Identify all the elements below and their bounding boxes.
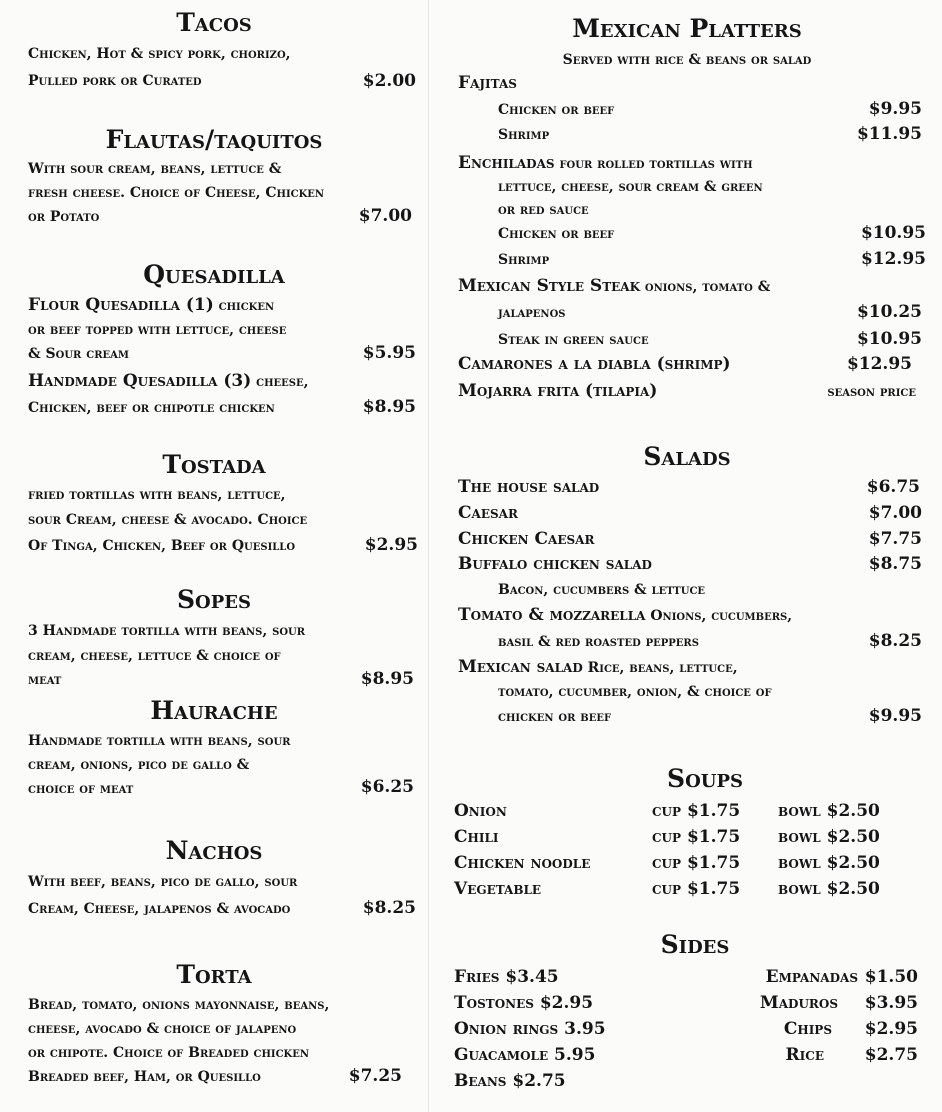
side-onion-rings: Onion rings 3.95 bbox=[454, 1019, 606, 1039]
tostada-price: $2.95 bbox=[364, 535, 418, 555]
quesadilla-item2-name: Handmade Quesadilla (3) bbox=[28, 371, 252, 391]
camarones-price: $12.95 bbox=[846, 354, 912, 374]
sopes-desc-line3: meat bbox=[28, 672, 62, 688]
soup-bowl: bowl $2.50 bbox=[778, 879, 880, 899]
mojarra-item: Mojarra frita (tilapia) bbox=[458, 381, 658, 401]
salad-tomato-line1 bbox=[458, 604, 792, 626]
soup-bowl: bowl $2.50 bbox=[778, 801, 880, 821]
haurache-desc-line3: choice of meat bbox=[28, 781, 134, 797]
enchiladas-line2: lettuce, cheese, sour cream & green bbox=[498, 179, 763, 195]
sopes-price: $8.95 bbox=[360, 669, 414, 689]
haurache-price: $6.25 bbox=[360, 777, 414, 797]
nachos-desc-line2: Cream, Cheese, jalapenos & avocado bbox=[28, 901, 291, 917]
side-chips: Chips bbox=[783, 1019, 832, 1039]
tostada-heading: Tostada bbox=[162, 450, 266, 479]
salad-house-price: $6.75 bbox=[866, 477, 920, 497]
salad-chicken-caesar: Chicken Caesar bbox=[458, 529, 595, 549]
soup-bowl: bowl $2.50 bbox=[778, 827, 880, 847]
tostada-desc-line3: Of Tinga, Chicken, Beef or Quesillo bbox=[28, 538, 296, 554]
salad-caesar: Caesar bbox=[458, 503, 518, 523]
salad-chicken-caesar-price: $7.75 bbox=[868, 529, 922, 549]
side-fries: Fries $3.45 bbox=[454, 967, 559, 987]
side-rice-price: $2.75 bbox=[864, 1045, 918, 1065]
torta-price: $7.25 bbox=[348, 1066, 402, 1086]
salad-mexican-line2: tomato, cucumber, onion, & choice of bbox=[498, 684, 772, 700]
quesadilla-item2-desc: cheese, bbox=[256, 374, 309, 390]
tostada-desc-line2: sour Cream, cheese & avocado. Choice bbox=[28, 512, 308, 528]
quesadilla-item1-desc: chicken bbox=[218, 298, 275, 314]
enchiladas-item2: Shrimp bbox=[498, 252, 550, 268]
sopes-desc-line2: cream, cheese, lettuce & choice of bbox=[28, 648, 281, 664]
side-maduros: Maduros bbox=[759, 993, 838, 1013]
salad-buffalo-price: $8.75 bbox=[868, 554, 922, 574]
enchiladas-item1-price: $10.95 bbox=[860, 223, 926, 243]
quesadilla-item1 bbox=[28, 294, 274, 316]
side-guacamole: Guacamole 5.95 bbox=[454, 1045, 596, 1065]
quesadilla-heading: Quesadilla bbox=[143, 260, 285, 289]
soup-cup: cup $1.75 bbox=[652, 853, 741, 873]
salad-mexican-line1 bbox=[458, 656, 738, 678]
side-beans: Beans $2.75 bbox=[454, 1071, 566, 1091]
steak-green-sauce: Steak in green sauce bbox=[498, 332, 649, 348]
salad-buffalo: Buffalo chicken salad bbox=[458, 554, 652, 574]
flautas-heading: Flautas/taquitos bbox=[105, 125, 323, 154]
tostada-desc-line1: fried tortillas with beans, lettuce, bbox=[28, 487, 286, 503]
enchiladas-line1 bbox=[458, 152, 753, 174]
fajitas-item1: Chicken or beef bbox=[498, 102, 615, 118]
quesadilla-item1-name: Flour Quesadilla (1) bbox=[28, 295, 214, 315]
soup-name: Chicken noodle bbox=[454, 853, 591, 873]
enchiladas-name: Enchiladas bbox=[458, 153, 555, 173]
enchiladas-desc: four rolled tortillas with bbox=[559, 156, 753, 172]
soup-name: Onion bbox=[454, 801, 507, 821]
nachos-price: $8.25 bbox=[362, 898, 416, 918]
camarones-item: Camarones a la diabla (shrimp) bbox=[458, 354, 731, 374]
page-fold bbox=[428, 0, 429, 1112]
quesadilla-item1-line2: or beef topped with lettuce, cheese bbox=[28, 322, 287, 338]
flautas-price: $7.00 bbox=[358, 206, 412, 226]
haurache-desc-line1: Handmade tortilla with beans, sour bbox=[28, 733, 291, 749]
flautas-desc-line1: With sour cream, beans, lettuce & bbox=[28, 161, 282, 177]
mojarra-price: season price bbox=[827, 384, 916, 400]
salad-mexican-price: $9.95 bbox=[868, 706, 922, 726]
salad-tomato-name: Tomato & mozzarella bbox=[458, 605, 646, 625]
enchiladas-item2-price: $12.95 bbox=[860, 249, 926, 269]
flautas-desc-line2: fresh cheese. Choice of Cheese, Chicken bbox=[28, 185, 325, 201]
salad-mexican-line3: chicken or beef bbox=[498, 709, 612, 725]
fajitas-item2: Shrimp bbox=[498, 127, 550, 143]
quesadilla-item2-line2: Chicken, beef or chipotle chicken bbox=[28, 400, 275, 416]
platters-heading: Mexican Platters bbox=[572, 14, 802, 43]
fajitas-item2-price: $11.95 bbox=[856, 124, 922, 144]
nachos-desc-line1: With beef, beans, pico de gallo, sour bbox=[28, 874, 298, 890]
tacos-desc-line2: Pulled pork or Curated bbox=[28, 73, 202, 89]
haurache-desc-line2: cream, onions, pico de gallo & bbox=[28, 757, 250, 773]
soup-bowl: bowl $2.50 bbox=[778, 853, 880, 873]
steak-price: $10.25 bbox=[856, 302, 922, 322]
salad-tomato-line2: basil & red roasted peppers bbox=[498, 634, 699, 650]
torta-desc-line2: cheese, avocado & choice of jalapeno bbox=[28, 1021, 297, 1037]
side-empanadas-price: $1.50 bbox=[864, 967, 918, 987]
soup-cup: cup $1.75 bbox=[652, 879, 741, 899]
steak-desc: onions, tomato & bbox=[644, 279, 771, 295]
side-chips-price: $2.95 bbox=[864, 1019, 918, 1039]
salad-house: The house salad bbox=[458, 477, 600, 497]
tacos-price: $2.00 bbox=[362, 71, 416, 91]
soups-heading: Soups bbox=[667, 764, 743, 793]
salad-caesar-price: $7.00 bbox=[868, 503, 922, 523]
torta-heading: Torta bbox=[176, 960, 252, 989]
soup-cup: cup $1.75 bbox=[652, 827, 741, 847]
haurache-heading: Haurache bbox=[150, 696, 278, 725]
side-maduros-price: $3.95 bbox=[864, 993, 918, 1013]
soup-name: Vegetable bbox=[454, 879, 542, 899]
quesadilla-item1-price: $5.95 bbox=[362, 343, 416, 363]
steak-green-sauce-price: $10.95 bbox=[856, 329, 922, 349]
quesadilla-item1-line3: & Sour cream bbox=[28, 346, 129, 362]
salad-mexican-name: Mexican salad bbox=[458, 657, 583, 677]
enchiladas-line3: or red sauce bbox=[498, 202, 589, 218]
torta-desc-line1: Bread, tomato, onions mayonnaise, beans, bbox=[28, 997, 330, 1013]
sopes-desc-line1: 3 Handmade tortilla with beans, sour bbox=[28, 623, 306, 639]
fajitas-item1-price: $9.95 bbox=[868, 99, 922, 119]
soup-cup: cup $1.75 bbox=[652, 801, 741, 821]
flautas-desc-line3: or Potato bbox=[28, 209, 100, 225]
salad-buffalo-desc: Bacon, cucumbers & lettuce bbox=[498, 582, 706, 598]
sides-heading: Sides bbox=[660, 930, 730, 959]
fajitas-label: Fajitas bbox=[458, 73, 517, 93]
enchiladas-item1: Chicken or beef bbox=[498, 226, 615, 242]
salads-heading: Salads bbox=[643, 442, 731, 471]
tacos-heading: Tacos bbox=[176, 8, 252, 37]
salad-tomato-price: $8.25 bbox=[868, 631, 922, 651]
steak-line2: jalapenos bbox=[498, 305, 566, 321]
soup-name: Chili bbox=[454, 827, 499, 847]
steak-name: Mexican Style Steak bbox=[458, 276, 641, 296]
quesadilla-item2-price: $8.95 bbox=[362, 397, 416, 417]
nachos-heading: Nachos bbox=[165, 836, 263, 865]
side-empanadas: Empanadas bbox=[765, 967, 858, 987]
tacos-desc-line1: Chicken, Hot & spicy pork, chorizo, bbox=[28, 46, 291, 62]
side-rice: Rice bbox=[785, 1045, 824, 1065]
salad-mexican-desc: Rice, beans, lettuce, bbox=[587, 660, 738, 676]
torta-desc-line4: Breaded beef, Ham, or Quesillo bbox=[28, 1069, 261, 1085]
torta-desc-line3: or chipote. Choice of Breaded chicken bbox=[28, 1045, 310, 1061]
quesadilla-item2 bbox=[28, 370, 309, 392]
sopes-heading: Sopes bbox=[177, 585, 251, 614]
steak-line1 bbox=[458, 275, 770, 297]
salad-tomato-desc: Onions, cucumbers, bbox=[650, 608, 793, 624]
platters-subtitle: Served with rice & beans or salad bbox=[562, 52, 812, 68]
side-tostones: Tostones $2.95 bbox=[454, 993, 594, 1013]
